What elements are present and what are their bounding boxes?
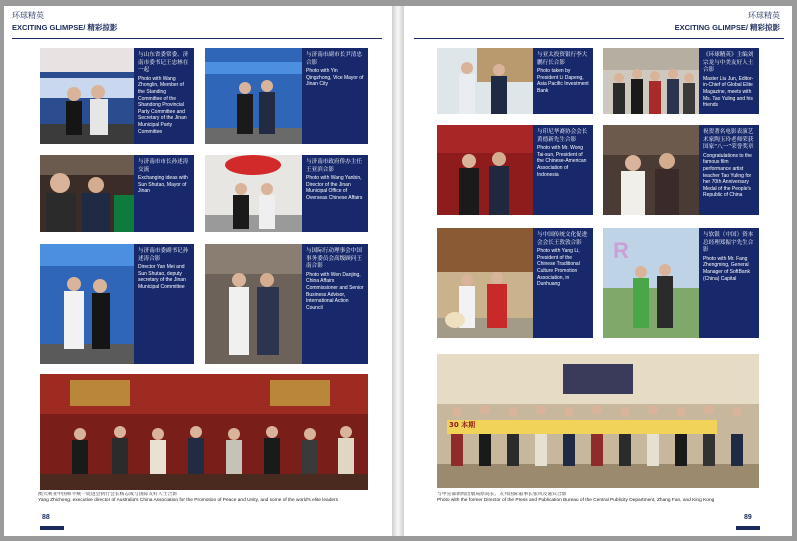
right-wide-caption-zh: 与中宣部新闻出版局原局长、友邦国际董事长张风及嘉宾合影: [437, 492, 567, 497]
right-header-rule: [414, 38, 784, 39]
caption-r5: [533, 228, 593, 338]
photo-with-tao-yuling-friends: [603, 48, 699, 114]
photo-group-zhang-fan: [437, 354, 759, 488]
caption-2: [302, 48, 368, 144]
photo-with-wong-tai-sun: [437, 125, 533, 215]
right-page-bar: [736, 526, 760, 530]
left-header-en: EXCITING GLIMPSE/ 精彩掠影: [12, 23, 118, 32]
photo-group-yang-zhicheng: [40, 374, 368, 490]
left-header-zh: 环球精英: [12, 11, 44, 20]
photo-with-yin-qingzhong: [205, 48, 302, 144]
banner-text: 30 本期: [449, 421, 476, 429]
caption-r1: [533, 48, 593, 114]
caption-3-en: Exchanging ideas with Sun Shutao, Mayor of Jinan: [138, 175, 188, 195]
right-header-en: EXCITING GLIMPSE/ 精彩掠影: [674, 23, 780, 32]
caption-5-en: Director Yan Mei and Sun Shutao, deputy secretary of the Jinan Municipal Committee: [138, 264, 186, 290]
photo-with-wen-danjing: [205, 244, 302, 364]
caption-r6-en: Photo with Mr. Fang Zhengming, General Manager of SoftBank (China) Capital: [703, 255, 750, 282]
caption-r6: [699, 228, 759, 338]
caption-r3-zh: 与印尼华裔协会会长黄德新先生合影: [537, 129, 588, 143]
caption-r4-zh: 祝贺著名电影表演艺术家陶玉玲老师荣获国家“八一”荣誉奖章: [703, 129, 754, 151]
left-header: [12, 10, 117, 33]
caption-6-zh: 与国际行动理事会中国事务委员会高级顾问王南合影: [306, 248, 362, 270]
caption-3-zh: 与济南市市长孙述涛交流: [138, 159, 189, 173]
left-header-rule: [12, 38, 382, 39]
svg-text:R: R: [613, 238, 629, 263]
caption-r4: [699, 125, 759, 215]
caption-r3: [533, 125, 593, 215]
photo-with-li-dapeng: [437, 48, 533, 114]
caption-2-en: Photo with Yin Qingzhong, Vice Mayor of Jinan City: [306, 68, 364, 88]
caption-6: [302, 244, 368, 364]
caption-r2-zh: 《环球精英》主编刘宗龙与中美友好人士合影: [703, 52, 754, 74]
caption-5-zh: 与济南市委副书记孙述涛合影: [138, 248, 189, 262]
caption-r1-zh: 与亚太投资银行李大鹏行长合影: [537, 52, 588, 66]
left-wide-caption-zh: 澳大利亚中国和平统一促进会执行会长杨志成与国际友好人士合影: [38, 492, 178, 497]
right-wide-caption: [437, 492, 767, 504]
caption-r2-en: Master Liu Jun, Editor-in-Chief of Global Elite Magazine, meets with Ms. Tao Yuling and his friends: [703, 75, 754, 109]
photo-with-yang-li: [437, 228, 533, 338]
caption-4-zh: 与济南市政府侨办主任王亚滨合影: [306, 159, 362, 173]
caption-2-zh: 与济南市副市长尹清忠合影: [306, 52, 362, 66]
photo-with-sun-shutao-2: [40, 244, 134, 364]
left-page-number: 88: [42, 514, 50, 521]
left-wide-caption-en: Yang Zhicheng, executive director of Australia's China Association for the Promotion of Peace and Unity, and some of the world's elite leaders: [38, 498, 339, 503]
caption-r3-en: Photo with Mr. Wong Tai-sun, President of the Chinese-American Association of Indonesia: [537, 145, 587, 178]
caption-4: [302, 155, 368, 232]
caption-r2: [699, 48, 759, 114]
caption-1: [134, 48, 194, 144]
right-header: [600, 10, 780, 33]
caption-r4-en: Congratulations to the famous film performance artist teacher Tao Yuling for her 70th Anniversary Medal of the People's Republic of China: [703, 152, 752, 199]
photo-with-wang-zhonglin: [40, 48, 134, 144]
caption-6-en: Photo with Wen Danjing, China Affairs Commissioner and Senior Business Advisor, International Action Council: [306, 271, 364, 311]
caption-4-en: Photo with Wang Yanbin, Director of the Jinan Municipal Office of Overseas Chinese Affairs: [306, 175, 363, 201]
photo-with-tao-yuling: [603, 125, 699, 215]
caption-r5-en: Photo with Yang Li, President of the Chinese Traditional Culture Promotion Association, in Dunhuang: [537, 248, 580, 288]
caption-r5-zh: 与中国传统文化促进会会长王敦敦合影: [537, 232, 588, 246]
caption-r6-zh: 与软银（中国）资本总经理郑振宇先生合影: [703, 232, 754, 254]
caption-5: [134, 244, 194, 364]
caption-1-zh: 与山东省委常委、济南市委书记王忠林在一起: [138, 52, 189, 74]
photo-with-sun-shutao: [40, 155, 134, 232]
page-gutter: [392, 6, 404, 536]
right-wide-caption-en: Photo with the former Director of the Press and Publication Bureau of the Central Publicity Department, Zhang Fan, and King Kong: [437, 498, 715, 503]
right-header-zh: 环球精英: [748, 11, 780, 20]
left-page-bar: [40, 526, 64, 530]
left-wide-caption: [38, 492, 378, 504]
photo-with-wang-yanbin: [205, 155, 302, 232]
photo-with-fang-zhengming: [603, 228, 699, 338]
caption-r1-en: Photo taken by President Li Dapeng, Asia Pacific Investment Bank: [537, 68, 589, 94]
caption-3: [134, 155, 194, 232]
right-page-number: 89: [744, 514, 752, 521]
caption-1-en: Photo with Wang Zhonglin, Member of the Standing Committee of the Shandong Provincial Party Committee and Secretary of the Jinan Municipal Party Committee: [138, 75, 187, 135]
